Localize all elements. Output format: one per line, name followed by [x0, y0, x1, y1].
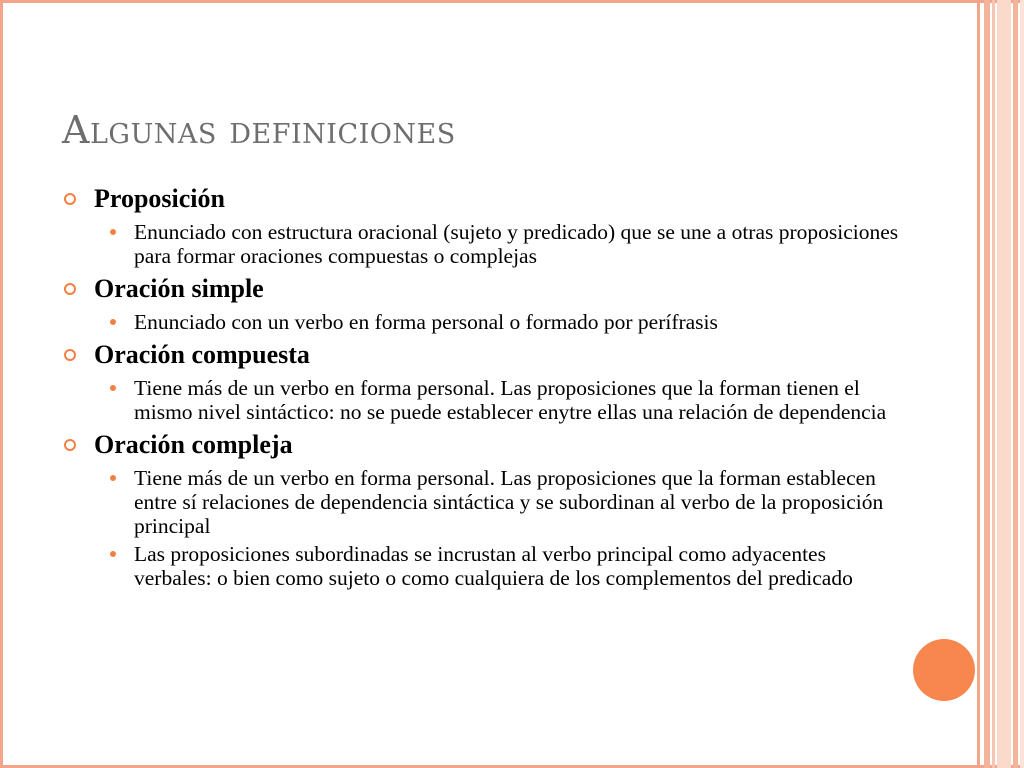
decorative-stripes	[984, 0, 1024, 768]
ring-bullet-icon	[64, 283, 76, 295]
decorative-circle	[913, 639, 975, 701]
sub-bullet	[62, 466, 902, 538]
sub-bullet-text: Enunciado con estructura oracional (sujeto y predicado) que se une a otras proposiciones para formar oraciones compuestas o complejas	[134, 220, 899, 268]
dot-bullet-icon	[110, 319, 116, 325]
ring-bullet-icon	[64, 349, 76, 361]
dot-bullet-icon	[110, 551, 116, 557]
ring-bullet-icon	[64, 439, 76, 451]
sub-bullet-text: Enunciado con un verbo en forma personal o formado por perífrasis	[134, 310, 718, 334]
heading-text: Oración simple	[94, 274, 264, 303]
ring-bullet-icon	[64, 193, 76, 205]
frame-top-border	[0, 0, 1024, 3]
sub-bullet	[62, 220, 902, 268]
item-heading	[62, 274, 902, 304]
sub-bullet-text: Las proposiciones subordinadas se incrustan al verbo principal como adyacentes verbales: o bien como sujeto o como cualquiera de los complementos del predicado	[134, 542, 853, 590]
dot-bullet-icon	[110, 475, 116, 481]
dot-bullet-icon	[110, 385, 116, 391]
item-proposicion	[62, 184, 902, 268]
sub-bullet	[62, 376, 902, 424]
item-oracion-compuesta	[62, 340, 902, 424]
heading-text: Oración compleja	[94, 430, 293, 459]
sub-bullet-text: Tiene más de un verbo en forma personal. Las proposiciones que la forman establecen entre sí relaciones de dependencia sintáctica y se subordinan al verbo de la proposición principal	[134, 466, 884, 538]
slide-title: Algunas definiciones	[62, 108, 456, 152]
heading-text: Oración compuesta	[94, 340, 310, 369]
item-heading	[62, 340, 902, 370]
item-heading	[62, 430, 902, 460]
item-oracion-simple	[62, 274, 902, 334]
sub-bullet	[62, 542, 902, 590]
dot-bullet-icon	[110, 229, 116, 235]
item-heading	[62, 184, 902, 214]
heading-text: Proposición	[94, 184, 225, 213]
slide-content	[62, 178, 902, 594]
item-oracion-compleja	[62, 430, 902, 590]
sub-bullet-text: Tiene más de un verbo en forma personal. Las proposiciones que la forman tienen el mismo nivel sintáctico: no se puede establecer enytre ellas una relación de dependencia	[134, 376, 887, 424]
sub-bullet	[62, 310, 902, 334]
